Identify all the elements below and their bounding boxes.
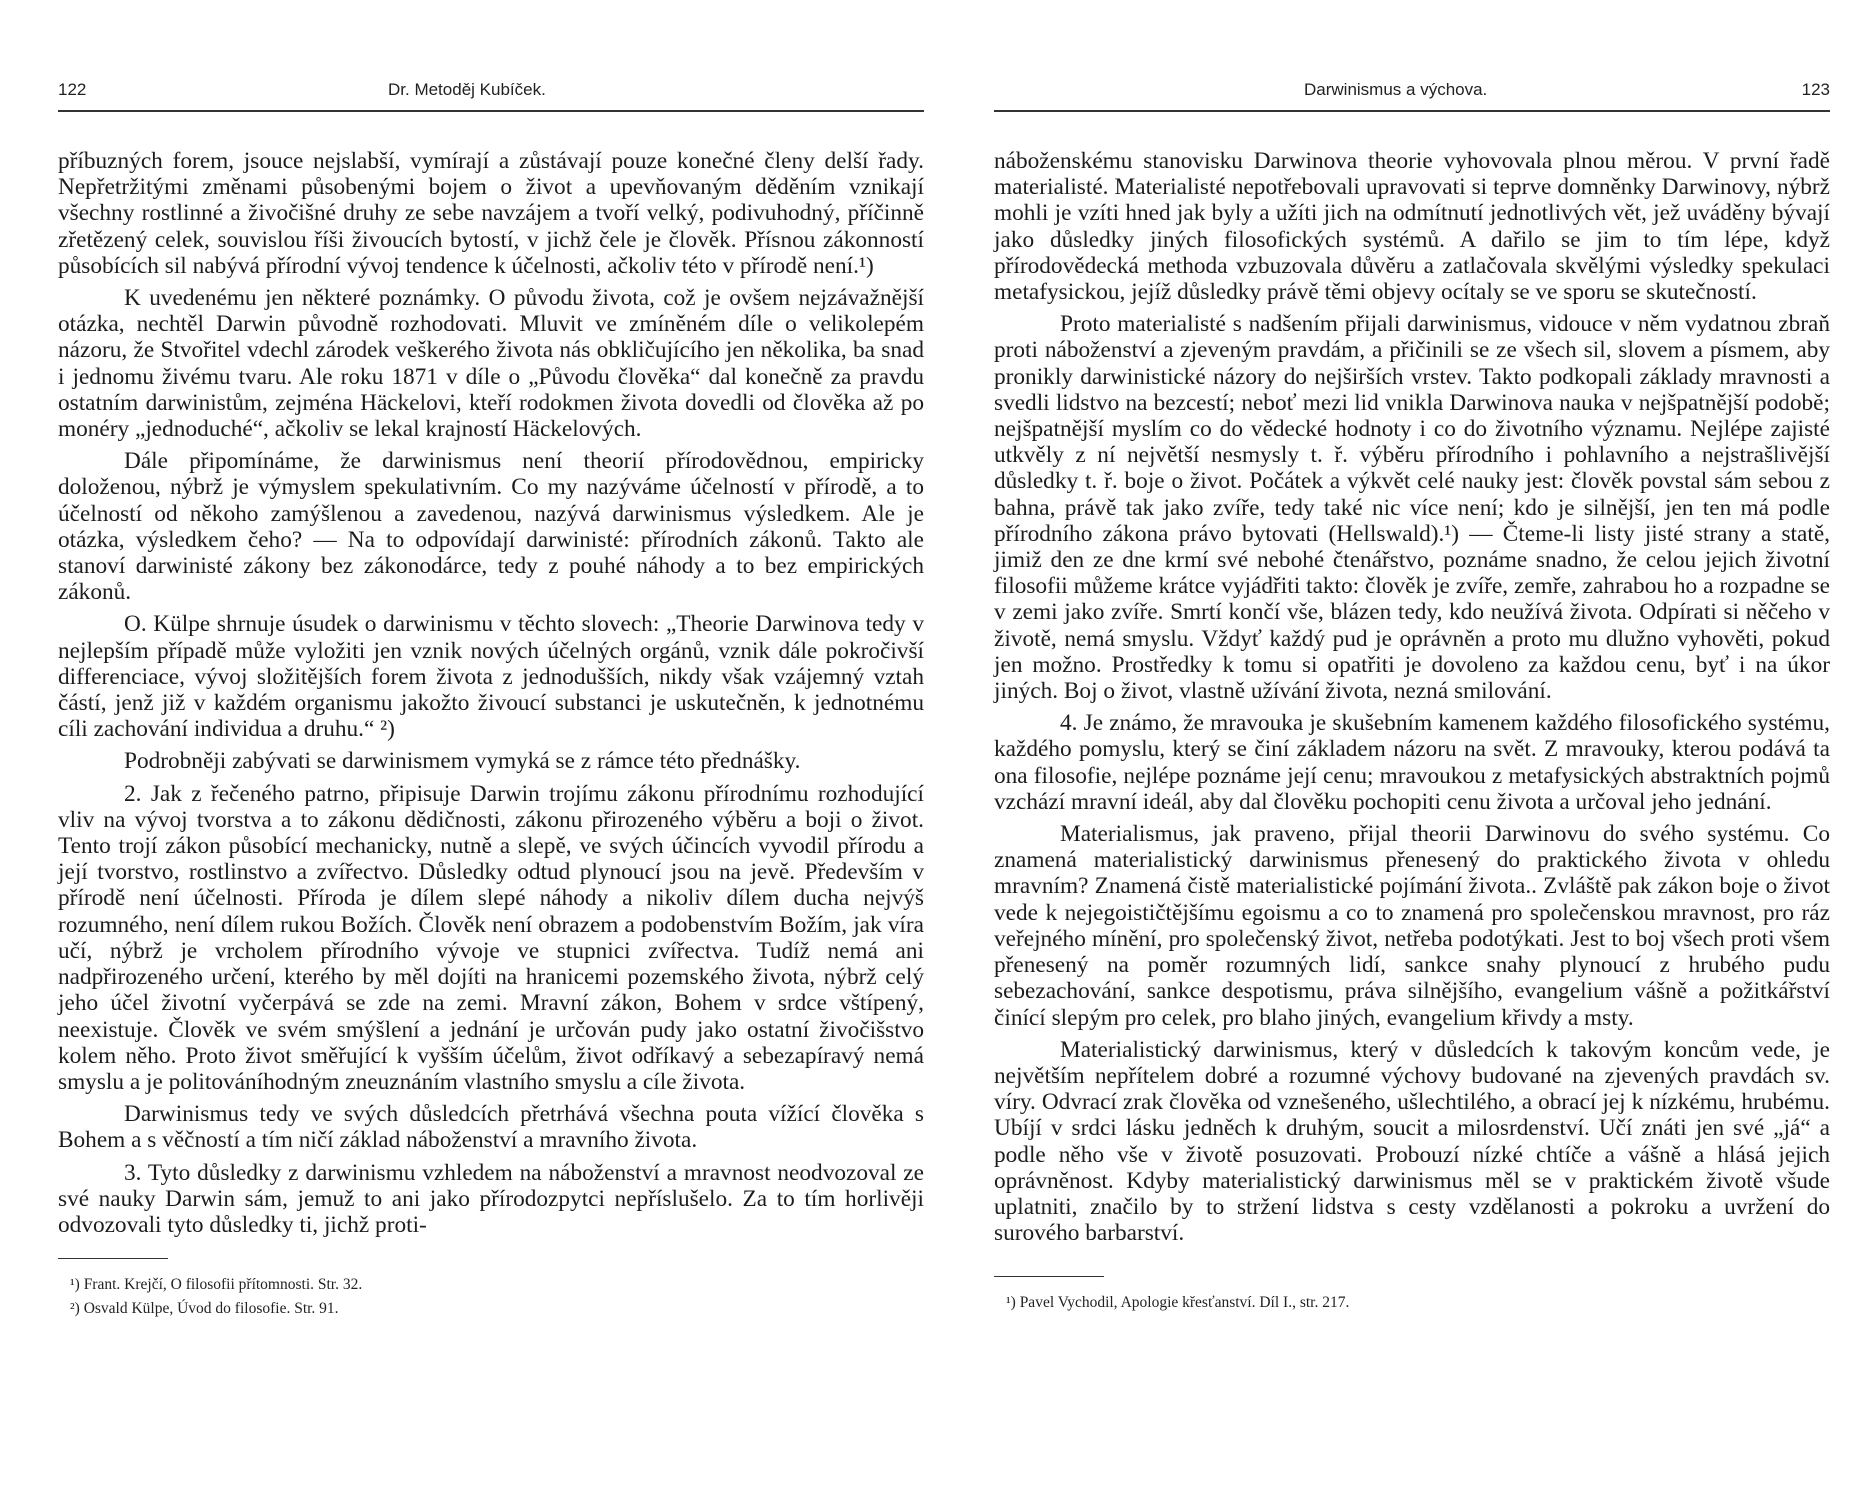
running-title-left: Dr. Metoděj Kubíček. [388, 80, 546, 99]
footnote-text: Pavel Vychodil, Apologie křesťanství. Díl I., str. 217. [1019, 1294, 1350, 1312]
right-body-text [994, 148, 1830, 1246]
page-number-left: 122 [58, 80, 87, 99]
paragraph: Darwinismus tedy ve svých důsledcích přetrhává všechna pouta vížící člověka s Bohem a s věčností a tím ničí základ náboženství a mravního života. [58, 1101, 924, 1154]
paragraph: K uvedenému jen některé poznámky. O původu života, což je ovšem nejzávažnější otázka, nechtěl Darwin původně rozhodovati. Mluvit ve zmíněném díle o velikolepém názoru, že Stvořitel vdechl zárodek veškerého života nás obkličujícího jen několika, ba snad i jednomu živému tvaru. Ale roku 1871 v díle o „Původu člověka“ dal konečně za pravdu ostatním darwinistům, zejména Häckelovi, kteří rodokmen života dovedli od člověka až po monéry „jednoduché“, ačkoliv se lekal krajností Häckelových. [58, 285, 924, 443]
paragraph: Materialismus, jak praveno, přijal theorii Darwinovu do svého systému. Co znamená materialistický darwinismus přenesený do praktického života v ohledu mravním? Znamená čistě materialistické pojímání života.. Zvláště pak zákon boje o život vede k nejegoističtějšímu egoismu a co to znamená pro společenskou mravnost, pro ráz veřejného mínění, pro společenský život, netřeba podotýkati. Jest to boj všech proti všem přenesený na poměr rozumných lidí, sankce snahy plynoucí z hrubého pudu sebezachování, sankce despotismu, práva silnějšího, evangelium vášně a požitkářství činící slepým pro celek, pro blaho jiných, evangelium křivdy a msty. [994, 821, 1830, 1031]
footnote-text: Frant. Krejčí, O filosofii přítomnosti. Str. 32. [83, 1276, 363, 1294]
footnote-rule-left [58, 1258, 168, 1259]
footnote-mark: ²) [70, 1300, 80, 1318]
footnote-mark: ¹) [1006, 1294, 1016, 1312]
right-page [994, 80, 1830, 1315]
footnote-text: Osvald Külpe, Úvod do filosofie. Str. 91. [83, 1300, 339, 1318]
paragraph: Dále připomínáme, že darwinismus není theorií přírodovědnou, empiricky doloženou, nýbrž je výmyslem spekulativním. Co my nazýváme účelností v přírodě, a to účelností od někoho zamýšlenou a zavedenou, nazývá darwinismus výsledkem. Ale je otázka, výsledkem čeho? — Na to odpovídají darwinisté: přírodních zákonů. Takto ale stanoví darwinisté zákony bez zákonodárce, tedy z pouhé náhody a to bez empirických zákonů. [58, 448, 924, 606]
header-rule-right [994, 110, 1830, 112]
running-head-right [994, 80, 1830, 108]
footnote [70, 1297, 924, 1321]
left-body-text [58, 148, 924, 1238]
footnote [70, 1273, 924, 1297]
paragraph: O. Külpe shrnuje úsudek o darwinismu v těchto slovech: „Theorie Darwinova tedy v nejlepším případě může vyložiti jen vznik nových účelných orgánů, vznik dále pokročivší differenciace, vývoj složitějších forem života z jednodušších, nikdy však vzájemný vztah částí, jenž již v každém organismu jakožto živoucí substanci je uskutečněn, k jednotnému cíli zachování individua a druhu.“ ²) [58, 611, 924, 743]
running-head-left [58, 80, 924, 108]
paragraph: 3. Tyto důsledky z darwinismu vzhledem na náboženství a mravnost neodvozoval ze své nauky Darwin sám, jemuž to ani jako přírodozpytci nepříslušelo. Za to tím horlivěji odvozovali tyto důsledky ti, jichž proti- [58, 1159, 924, 1238]
paragraph: příbuzných forem, jsouce nejslabší, vymírají a zůstávají pouze konečné členy delší řady. Nepřetržitými změnami působenými bojem o život a upevňovaným děděním vznikají všechny rostlinné a živočišné druhy ze sebe navzájem a tvoří velký, podivuhodný, příčinně zřetězený celek, souvislou říši živoucích bytostí, v jichž čele je člověk. Přísnou zákonností působících sil nabývá přírodní vývoj tendence k účelnosti, ačkoliv této v přírodě není.¹) [58, 148, 924, 279]
paragraph: 2. Jak z řečeného patrno, připisuje Darwin trojímu zákonu přírodnímu rozhodující vliv na vývoj tvorstva a to zákonu dědičnosti, zákonu přirozeného výběru a boji o život. Tento trojí zákon působící mechanicky, nutně a slepě, ve svých účincích vyvodil přírodu a její tvorstvo, rostlinstvo a zvířectvo. Důsledky odtud plynoucí jsou na jevě. Především v přírodě není účelnosti. Příroda je dílem slepé náhody a nikoliv dílem ducha nejvýš rozumného, není dílem rukou Božích. Člověk není obrazem a podobenstvím Božím, jak víra učí, nýbrž je vrcholem přírodního vývoje ve stupnici zvířectva. Tudíž nemá ani nadpřirozeného určení, kterého by měl dojíti na hranicemi pozemského života, nýbrž celý jeho účel životní vyčerpává se zde na zemi. Mravní zákon, Bohem v srdce vštípený, neexistuje. Člověk ve svém smýšlení a jednání je určován pudy jako ostatní živočišstvo kolem něho. Proto život směřující k vyšším účelům, život odříkavý a sebezapíravý nemá smyslu a je politováníhodným zneuznáním vlastního smyslu a cíle života. [58, 780, 924, 1095]
header-rule-left [58, 110, 924, 112]
paragraph: Materialistický darwinismus, který v důsledcích k takovým koncům vede, je největším nepřítelem dobré a rozumné výchovy budované na zjevených pravdách sv. víry. Odvrací zrak člověka od vznešeného, ušlechtilého, a obrací jej k nízkému, hrubému. Ubíjí v srdci lásku jedněch k druhým, soucit a milosrdenství. Učí znáti jen své „já“ a podle něho vše v životě posuzovati. Probouzí nízké chtíče a vášně a hlásá jejich oprávněnost. Kdyby materialistický darwinismus měl se v praktickém životě všude uplatniti, značilo by to stržení lidstva s cesty vzdělanosti a pokroku a uvržení do surového barbarství. [994, 1036, 1830, 1247]
left-page [58, 80, 924, 1321]
footnote-mark: ¹) [70, 1276, 80, 1294]
paragraph: náboženskému stanovisku Darwinova theorie vyhovovala plnou měrou. V první řadě materialisté. Materialisté nepotřebovali upravovati si teprve domněnky Darwinovy, nýbrž mohli je vzíti hned jak byly a užíti jich na odmítnutí jednotlivých vět, jež uváděny bývají jako důsledky jiných filosofických systémů. A dařilo se jim to tím lépe, když přírodovědecká methoda vzbuzovala důvěru a zatlačovala skvělými výsledky spekulaci metafysickou, jejíž důsledky právě těmi objevy ocítaly se ve sporu se skutečností. [994, 148, 1830, 306]
running-title-right: Darwinismus a výchova. [1304, 80, 1488, 99]
paragraph: Podrobněji zabývati se darwinismem vymyká se z rámce této přednášky. [124, 748, 801, 775]
paragraph: 4. Je známo, že mravouka je skušebním kamenem každého filosofického systému, každého pomyslu, který se činí základem názoru na svět. Z mravouky, kterou podává ta ona filosofie, nejlépe poznáme její cenu; mravoukou z metafysických abstraktních pojmů vzchází mravní ideál, aby dal člověku pochopiti cenu života a určoval jeho jednání. [994, 710, 1830, 815]
page-number-right: 123 [1801, 80, 1830, 99]
footnote [1006, 1291, 1830, 1315]
footnote-rule-right [994, 1276, 1104, 1277]
paragraph: Proto materialisté s nadšením přijali darwinismus, vidouce v něm vydatnou zbraň proti náboženství a zjeveným pravdám, a přičinili se ze všech sil, slovem a písmem, aby pronikly darwinistické názory do nejširších vrstev. Takto podkopali základy mravnosti a svedli lidstvo na bezcestí; neboť mezi lid vnikla Darwinova nauka v nejšpatnější podobě; nejšpatnější myslím co do vědecké hodnoty i co do životního významu. Nejlépe zajisté utkvěly z ní největší nesmysly t. ř. výběru přírodního i pohlavního a nejstrašlivější důsledky t. ř. boje o život. Počátek a výkvět celé nauky jest: člověk povstal sám sebou z bahna, právě tak jako zvíře, tedy také nic více není; kdo je silnější, jen ten má podle přírodního zákona právo bytovati (Hellswald).¹) — Čteme-li listy jisté strany a statě, jimiž den ze dne krmí své nebohé čtenářstvo, poznáme snadno, že celou jejich životní filosofii můžeme krátce vyjádřiti takto: člověk je zvíře, zemře, zahrabou ho a rozpadne se v zemi jako zvíře. Smrtí končí vše, blázen tedy, kdo neužívá života. Odpírati si něčeho v životě, nemá smyslu. Vždyť každý pud je oprávněn a proto mu dlužno vyhověti, pokud jen možno. Prostředky k tomu si opatřiti je dovoleno za každou cenu, byť i na úkor jiných. Boj o život, vlastně užívání života, nezná smilování. [994, 311, 1830, 705]
